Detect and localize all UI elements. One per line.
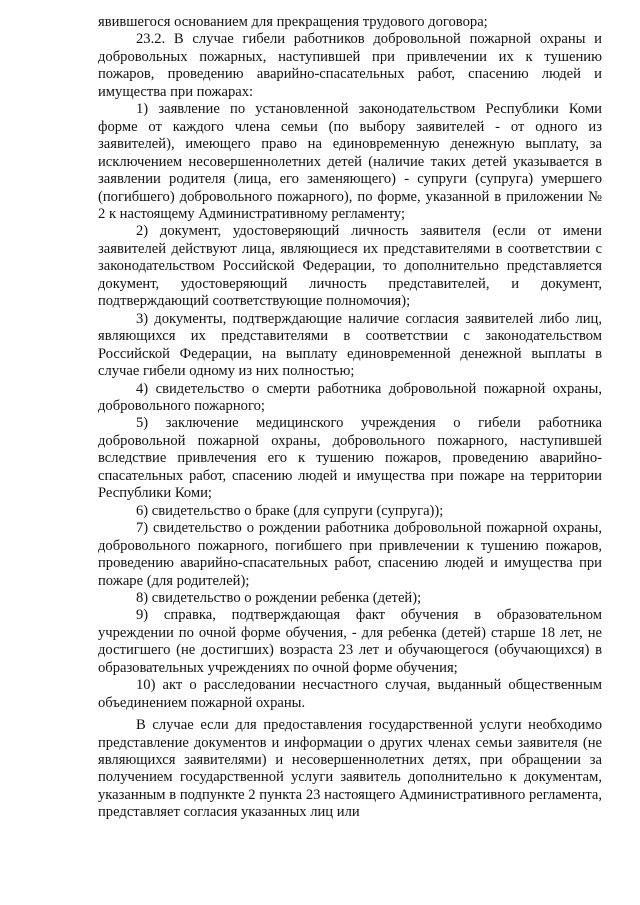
list-item-1: 1) заявление по установленной законодательством Республики Коми форме от каждого члена семьи (по выбору заявителей - от одного из заявителей), имеющего право на единовременную денежную выплату, за исключением несовершеннолетних детей (наличие таких детей указывается в заявлении родителя (лица, его заменяющего) - супруги (супруга) умершего (погибшего) добровольного пожарного), по форме, указанной в приложении № 2 к настоящему Административному регламенту;: [98, 101, 602, 222]
list-item-3: 3) документы, подтверждающие наличие согласия заявителей либо лиц, являющихся их представителями в соответствии с законодательством Российской Федерации, на выплату единовременной денежной выплаты в случае гибели одному из них полностью;: [98, 310, 602, 380]
paragraph-23-2: 23.2. В случае гибели работников добровольной пожарной охраны и добровольных пожарных, наступившей при привлечении их к тушению пожаров, проведению аварийно-спасательных работ, спасению людей и имущества при пожарах:: [98, 31, 602, 100]
list-item-2: 2) документ, удостоверяющий личность заявителя (если от имени заявителей действуют лица, являющиеся их представителями в соответствии с законодательством Российской Федерации, то дополнительно представляется документ, удостоверяющий личность представителей, и документ, подтверждающий соответствующие полномочия);: [98, 223, 602, 310]
list-item-10: 10) акт о расследовании несчастного случая, выданный общественным объединением пожарной охраны.: [98, 677, 602, 711]
list-item-6: 6) свидетельство о браке (для супруги (супруга));: [136, 502, 444, 519]
list-item-8: 8) свидетельство о рождении ребенка (детей);: [136, 589, 422, 606]
document-page: [98, 14, 602, 822]
list-item-5: 5) заключение медицинского учреждения о гибели работника добровольной пожарной охраны, добровольного пожарного, наступившей вследствие привлечения его к тушению пожаров, проведению аварийно-спасательных работ, спасению людей и имущества при пожаре на территории Республики Коми;: [98, 415, 602, 502]
paragraph-continuation: явившегося основанием для прекращения трудового договора;: [98, 14, 488, 30]
list-item-9: 9) справка, подтверждающая факт обучения в образовательном учреждении по очной форме обучения, - для ребенка (детей) старше 18 лет, не достигшего (не достигших) возраста 23 лет и обучающегося (обучающихся) в образовательных учреждениях по очной форме обучения;: [98, 607, 602, 676]
paragraph-additional-documents: В случае если для предоставления государственной услуги необходимо представление документов и информации о других членах семьи заявителя (не являющихся заявителями) и несовершеннолетних детях, при обращении за получением государственной услуги заявитель дополнительно к документам, указанным в подпункте 2 пункта 23 настоящего Административного регламента, представляет согласия указанных лиц или: [98, 717, 602, 821]
list-item-7: 7) свидетельство о рождении работника добровольной пожарной охраны, добровольного пожарного, погибшего при привлечении к тушению пожаров, проведению аварийно-спасательных работ, спасению людей и имущества при пожаре (для родителей);: [98, 520, 602, 589]
list-item-4: 4) свидетельство о смерти работника добровольной пожарной охраны, добровольного пожарного;: [98, 380, 602, 414]
